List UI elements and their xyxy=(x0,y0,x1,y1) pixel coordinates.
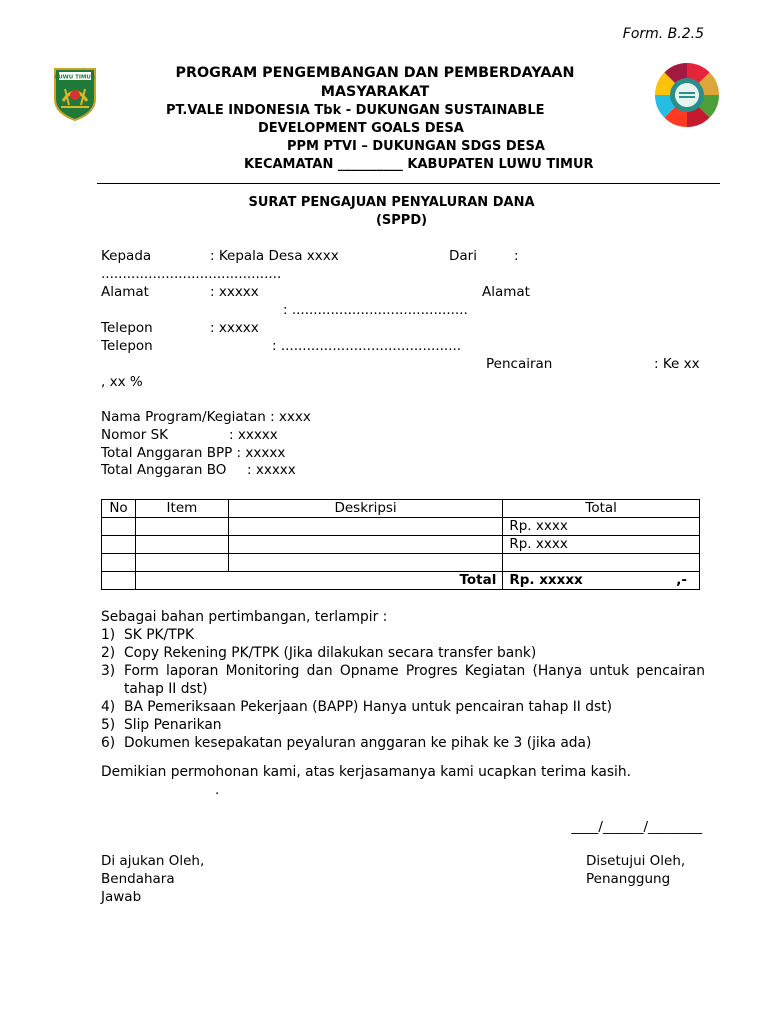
table-cell xyxy=(102,518,136,536)
list-item xyxy=(101,644,705,662)
list-number: 4) xyxy=(101,699,116,715)
list-number: 1) xyxy=(101,627,116,643)
table-cell xyxy=(503,554,700,572)
dari-label: Dari xyxy=(449,248,477,264)
table-row xyxy=(102,518,700,536)
list-number: 3) xyxy=(101,663,116,679)
luwu-timur-logo xyxy=(51,65,99,121)
telepon-right-value: : .......................................... xyxy=(272,338,462,354)
telepon-label: Telepon xyxy=(101,320,153,336)
date-line: ____/______/________ xyxy=(571,819,702,835)
total-anggaran-bo-value: : xxxxx xyxy=(247,462,296,478)
items-table xyxy=(101,499,700,590)
list-item xyxy=(101,716,705,734)
table-cell xyxy=(102,536,136,554)
table-cell: Rp. xxxx xyxy=(503,536,700,554)
telepon-value: : xxxxx xyxy=(210,320,259,336)
total-label: Total xyxy=(135,572,502,590)
table-header-row xyxy=(102,500,700,518)
attachments-intro: Sebagai bahan pertimbangan, terlampir : xyxy=(101,609,388,625)
table-cell xyxy=(135,554,228,572)
signature-left-title: Di ajukan Oleh, xyxy=(101,853,205,869)
kepada-label: Kepada xyxy=(101,248,152,264)
list-text: Copy Rekening PK/TPK (Jika dilakukan secara transfer bank) xyxy=(124,645,537,661)
header-divider xyxy=(97,183,720,184)
closing-dot: . xyxy=(215,782,220,798)
list-number: 5) xyxy=(101,717,116,733)
header-line-3: PT.VALE INDONESIA Tbk - DUKUNGAN SUSTAINABLE xyxy=(166,103,545,118)
signature-left-role-cont: Jawab xyxy=(101,889,142,905)
header-no: No xyxy=(102,500,136,518)
table-row xyxy=(102,554,700,572)
list-item xyxy=(101,626,705,644)
table-cell: Rp. xxxx xyxy=(503,518,700,536)
table-cell xyxy=(228,518,502,536)
attachments-list xyxy=(101,608,705,752)
list-text: SK PK/TPK xyxy=(124,627,195,643)
alamat-right-label: Alamat xyxy=(482,284,530,300)
logo-text: LUWU TIMUR xyxy=(54,74,96,81)
table-total-row xyxy=(102,572,700,590)
document-title: SURAT PENGAJUAN PENYALURAN DANA xyxy=(248,195,535,210)
alamat-value: : xxxxx xyxy=(210,284,259,300)
table-cell xyxy=(135,536,228,554)
header-line-6: KECAMATAN __________ KABUPATEN LUWU TIMUR xyxy=(244,157,594,172)
alamat-label: Alamat xyxy=(101,284,149,300)
list-text: Slip Penarikan xyxy=(124,717,222,733)
list-number: 6) xyxy=(101,735,116,751)
sdgs-desa-logo xyxy=(654,62,720,128)
dari-value: .......................................... xyxy=(101,266,282,282)
signature-right-role: Penanggung xyxy=(586,871,671,887)
pencairan-label: Pencairan xyxy=(486,356,553,372)
kepada-value: : Kepala Desa xxxx xyxy=(210,248,339,264)
document-subtitle: (SPPD) xyxy=(375,213,428,228)
form-code: Form. B.2.5 xyxy=(622,26,704,42)
table-cell xyxy=(228,536,502,554)
table-cell xyxy=(135,518,228,536)
telepon-right-label: Telepon xyxy=(101,338,153,354)
total-value-cell xyxy=(503,572,700,590)
list-text: Dokumen kesepakatan peyaluran anggaran ke pihak ke 3 (jika ada) xyxy=(124,735,592,751)
header-item: Item xyxy=(135,500,228,518)
header-line-5: PPM PTVI – DUKUNGAN SDGS DESA xyxy=(287,139,545,154)
total-suffix: ,- xyxy=(676,572,687,588)
total-anggaran-bo-label: Total Anggaran BO xyxy=(101,462,227,478)
pencairan-continued: , xx % xyxy=(101,374,143,390)
table-row xyxy=(102,536,700,554)
header-line-4: DEVELOPMENT GOALS DESA xyxy=(258,121,464,136)
header-total: Total xyxy=(503,500,700,518)
header-line-2: MASYARAKAT xyxy=(320,84,430,100)
header-line-1: PROGRAM PENGEMBANGAN DAN PEMBERDAYAAN xyxy=(175,65,575,81)
nama-program: Nama Program/Kegiatan : xxxx xyxy=(101,409,311,425)
nomor-sk-label: Nomor SK xyxy=(101,427,169,443)
signature-right-title: Disetujui Oleh, xyxy=(586,853,686,869)
list-number: 2) xyxy=(101,645,116,661)
header-deskripsi: Deskripsi xyxy=(228,500,502,518)
list-text: BA Pemeriksaan Pekerjaan (BAPP) Hanya untuk pencairan tahap II dst) xyxy=(124,699,612,715)
closing-text: Demikian permohonan kami, atas kerjasamanya kami ucapkan terima kasih. xyxy=(101,764,632,780)
table-cell xyxy=(102,572,136,590)
list-text: Form laporan Monitoring dan Opname Progres Kegiatan (Hanya untuk pencairan tahap II dst) xyxy=(124,663,705,697)
list-item xyxy=(101,662,705,698)
alamat-right-value: : ......................................... xyxy=(283,302,468,318)
pencairan-value: : Ke xx xyxy=(654,356,700,372)
total-anggaran-bpp: Total Anggaran BPP : xxxxx xyxy=(101,445,286,461)
signature-left-role: Bendahara xyxy=(101,871,175,887)
nomor-sk-value: : xxxxx xyxy=(229,427,278,443)
total-value: Rp. xxxxx xyxy=(509,572,583,588)
list-item xyxy=(101,698,705,716)
table-cell xyxy=(102,554,136,572)
dari-colon: : xyxy=(514,248,519,264)
list-item xyxy=(101,734,705,752)
table-cell xyxy=(228,554,502,572)
